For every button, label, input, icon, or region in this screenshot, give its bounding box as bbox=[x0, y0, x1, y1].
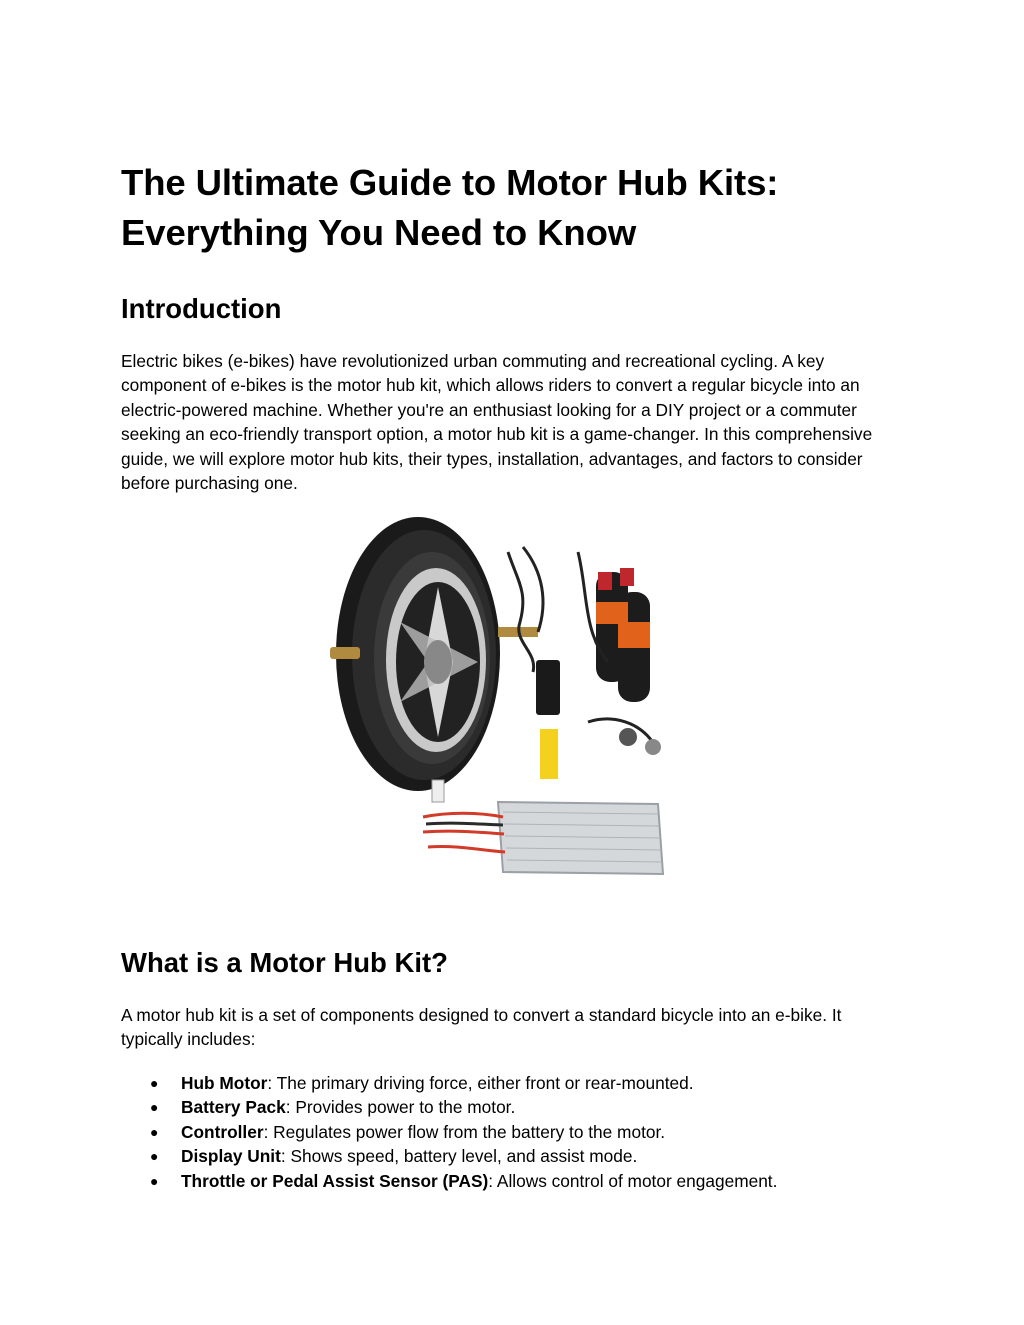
controller-box bbox=[423, 780, 663, 874]
list-item-desc: : Allows control of motor engagement. bbox=[488, 1170, 778, 1191]
list-item bbox=[121, 1071, 901, 1095]
throttle-grips bbox=[578, 552, 650, 702]
bullet-icon: ● bbox=[150, 1123, 159, 1140]
list-item-term: Controller bbox=[181, 1121, 264, 1142]
list-item bbox=[121, 1169, 901, 1193]
list-item-term: Display Unit bbox=[181, 1146, 281, 1167]
motor-hub-kit-image bbox=[328, 512, 673, 884]
components-list bbox=[121, 1071, 901, 1193]
list-item bbox=[121, 1120, 901, 1144]
bullet-icon: ● bbox=[150, 1148, 159, 1165]
what-is-heading: What is a Motor Hub Kit? bbox=[121, 947, 448, 978]
list-item-term: Throttle or Pedal Assist Sensor (PAS) bbox=[181, 1170, 489, 1191]
list-item-desc: : Regulates power flow from the battery to the motor. bbox=[263, 1121, 666, 1142]
list-item bbox=[121, 1095, 901, 1119]
hub-motor-wheel bbox=[330, 517, 538, 791]
list-item-term: Battery Pack bbox=[181, 1097, 286, 1118]
list-item bbox=[121, 1144, 901, 1168]
bullet-icon: ● bbox=[150, 1172, 159, 1189]
list-item-term: Hub Motor bbox=[181, 1073, 268, 1093]
introduction-paragraph: Electric bikes (e-bikes) have revolutionized urban commuting and recreational cycling. A key component of e-bikes is the motor hub kit, which allows riders to convert a regular bicycle into an electric-powered machine. Whether you're an enthusiast looking for a DIY project or a commuter seeking an eco-friendly transport option, a motor hub kit is a game-changer. In this comprehensive guide, we will explore motor hub kits, their types, installation, advantages, and factors to consider before purchasing one. bbox=[121, 351, 873, 494]
page-title: The Ultimate Guide to Motor Hub Kits: Everything You Need to Know bbox=[121, 162, 779, 253]
list-item-desc: : The primary driving force, either front or rear-mounted. bbox=[267, 1073, 694, 1093]
introduction-heading: Introduction bbox=[121, 293, 282, 324]
bullet-icon: ● bbox=[150, 1099, 159, 1116]
list-item-desc: : Provides power to the motor. bbox=[285, 1097, 516, 1118]
list-item-desc: : Shows speed, battery level, and assist mode. bbox=[280, 1146, 638, 1167]
bullet-icon: ● bbox=[150, 1075, 159, 1091]
wiring-harness bbox=[508, 547, 543, 672]
what-is-paragraph: A motor hub kit is a set of components designed to convert a standard bicycle into an e-bike. It typically includes: bbox=[121, 1005, 842, 1050]
